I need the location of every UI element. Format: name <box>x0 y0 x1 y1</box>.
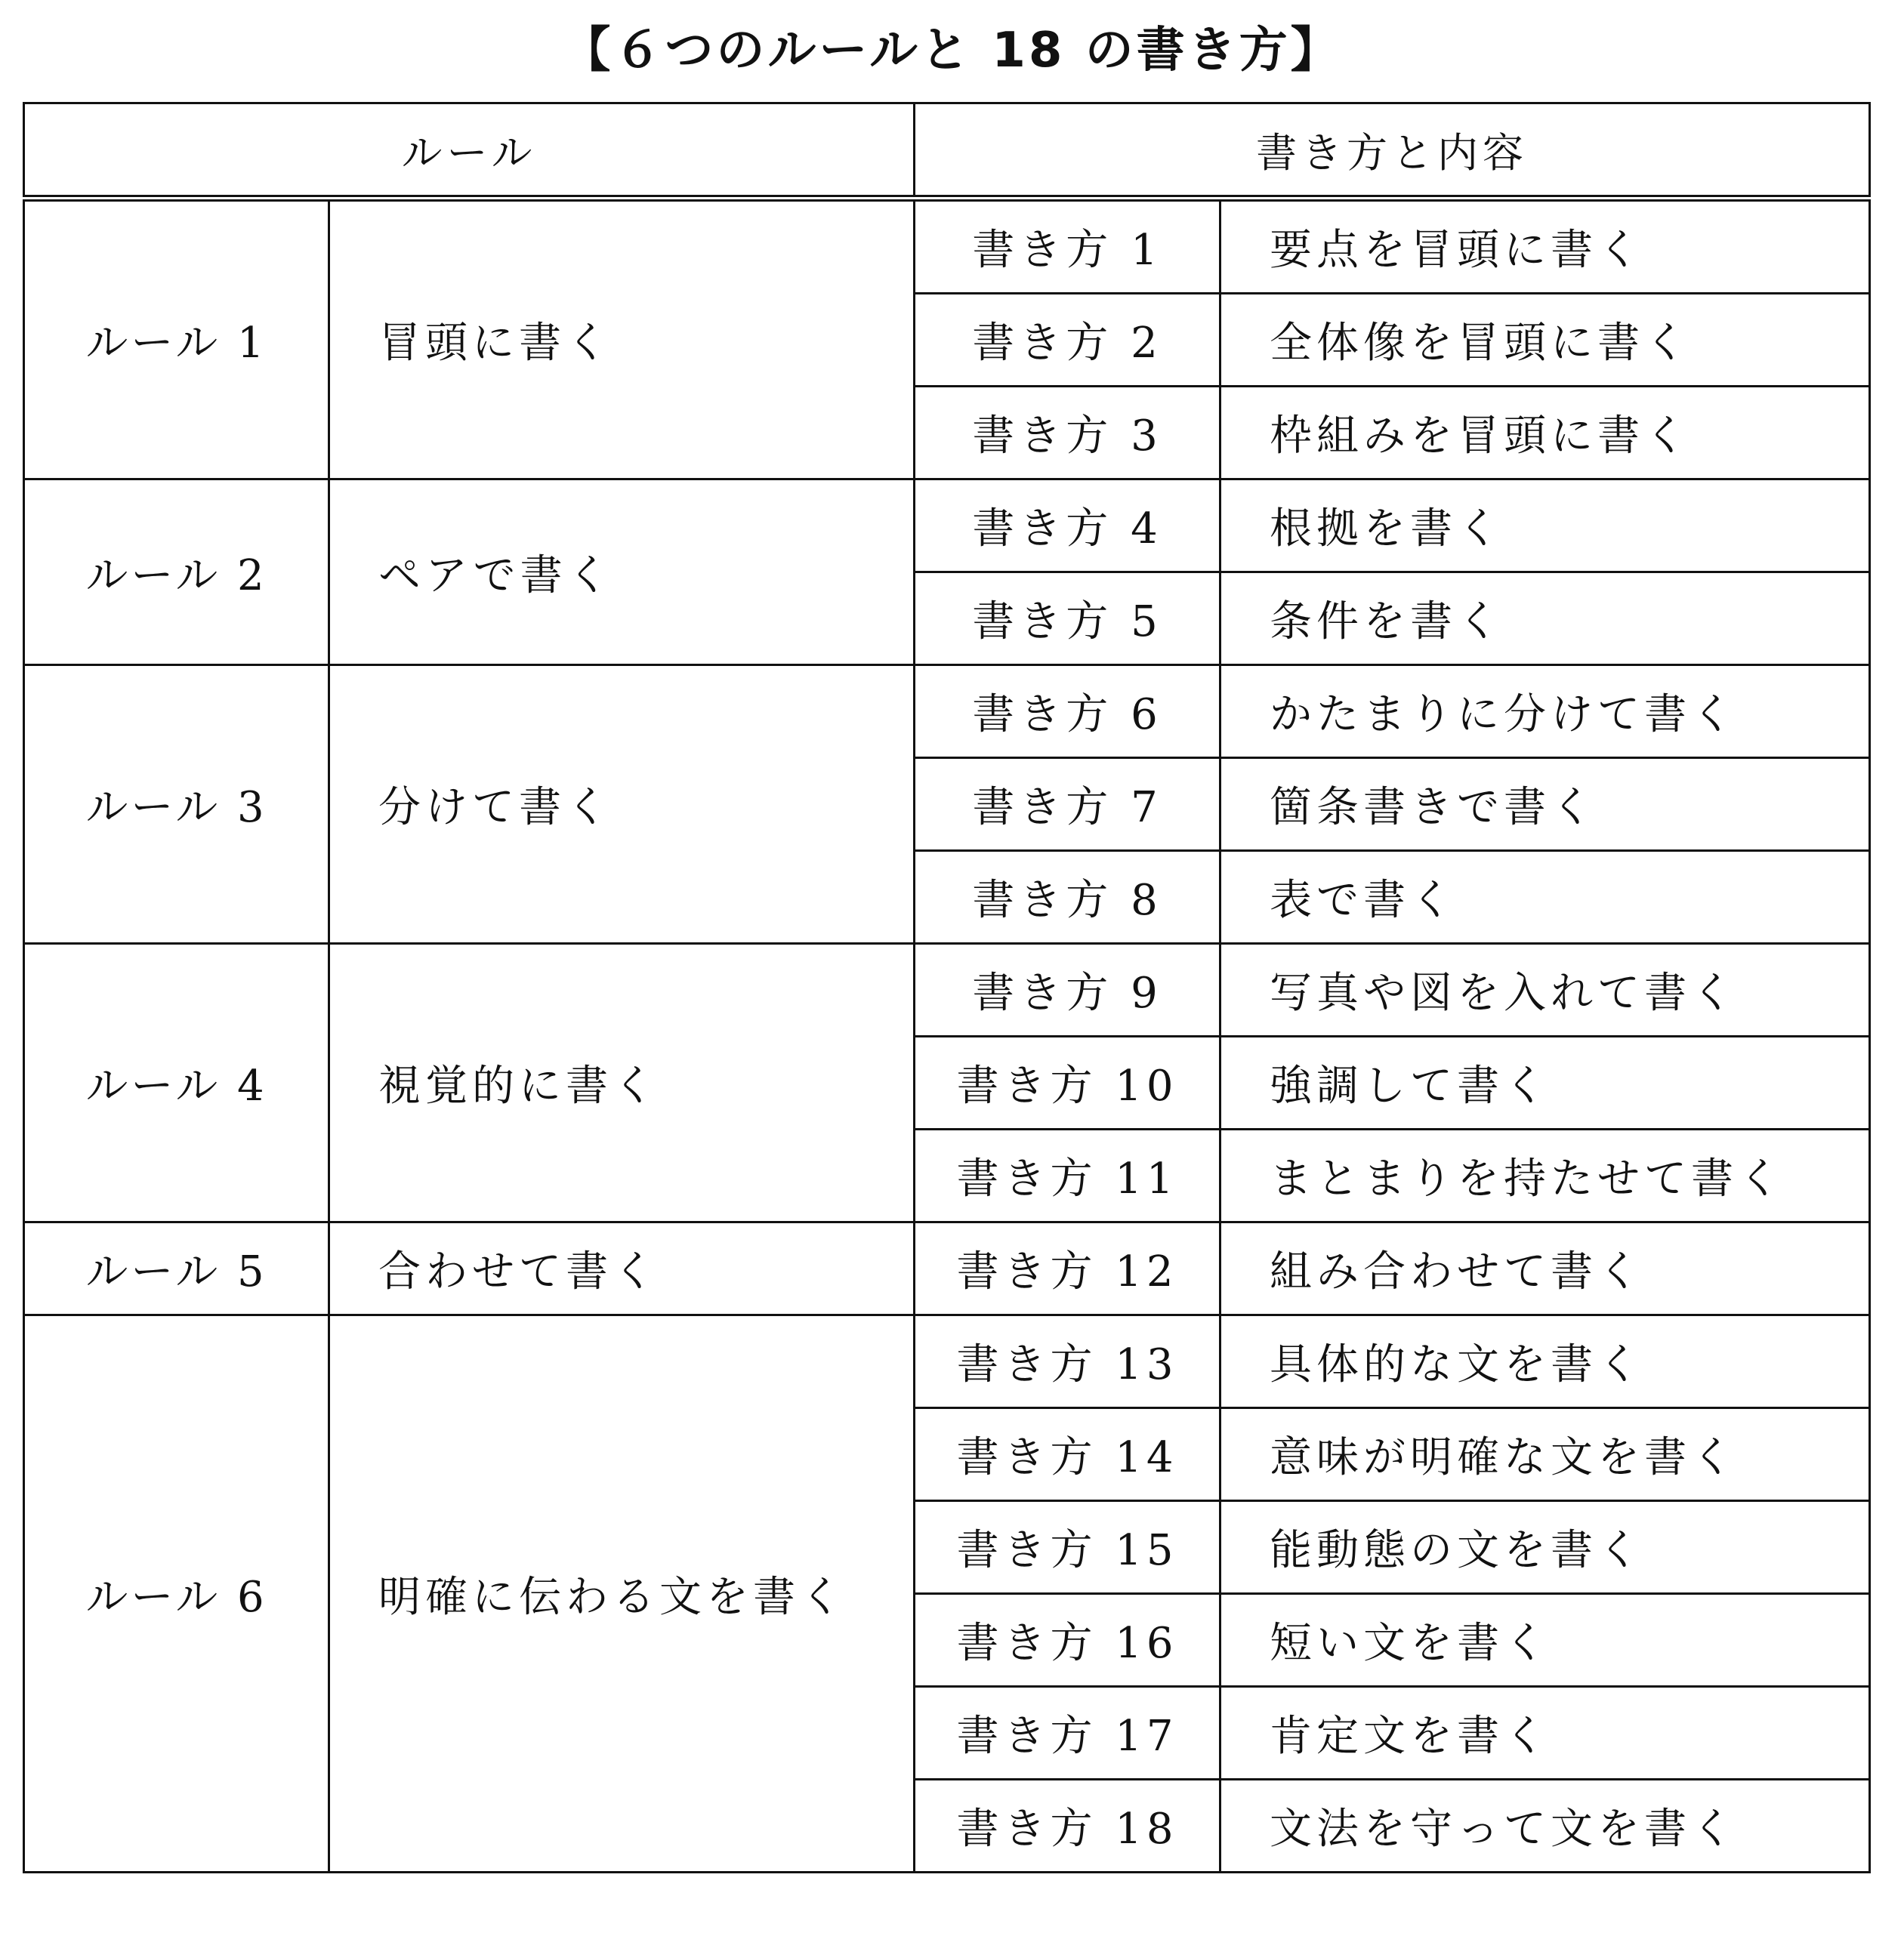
method-description: 組み合わせて書く <box>1220 1222 1870 1315</box>
table-row <box>24 199 1870 294</box>
method-number: 書き方 7 <box>915 758 1220 851</box>
rules-table <box>23 102 1871 1873</box>
method-number: 書き方 2 <box>915 294 1220 387</box>
rule-number: ルール 3 <box>24 665 329 944</box>
method-number: 書き方 15 <box>915 1501 1220 1594</box>
method-number: 書き方 1 <box>915 199 1220 294</box>
table-row <box>24 479 1870 572</box>
table-row <box>24 944 1870 1037</box>
method-description: 短い文を書く <box>1220 1594 1870 1687</box>
rule-number: ルール 6 <box>24 1315 329 1873</box>
method-description: 写真や図を入れて書く <box>1220 944 1870 1037</box>
method-description: 意味が明確な文を書く <box>1220 1408 1870 1501</box>
method-description: 具体的な文を書く <box>1220 1315 1870 1408</box>
method-description: 強調して書く <box>1220 1037 1870 1130</box>
method-description: 全体像を冒頭に書く <box>1220 294 1870 387</box>
rule-name: ペアで書く <box>329 479 915 665</box>
method-description: 枠組みを冒頭に書く <box>1220 387 1870 479</box>
rule-name: 視覚的に書く <box>329 944 915 1222</box>
method-number: 書き方 4 <box>915 479 1220 572</box>
method-number: 書き方 13 <box>915 1315 1220 1408</box>
rule-number: ルール 2 <box>24 479 329 665</box>
method-description: 能動態の文を書く <box>1220 1501 1870 1594</box>
table-row <box>24 665 1870 758</box>
method-number: 書き方 10 <box>915 1037 1220 1130</box>
method-description: まとまりを持たせて書く <box>1220 1130 1870 1222</box>
method-description: かたまりに分けて書く <box>1220 665 1870 758</box>
rule-number: ルール 4 <box>24 944 329 1222</box>
method-description: 肯定文を書く <box>1220 1687 1870 1780</box>
rule-name: 冒頭に書く <box>329 199 915 479</box>
method-description: 箇条書きで書く <box>1220 758 1870 851</box>
method-number: 書き方 8 <box>915 851 1220 944</box>
method-description: 表で書く <box>1220 851 1870 944</box>
rule-name: 合わせて書く <box>329 1222 915 1315</box>
rule-name: 明確に伝わる文を書く <box>329 1315 915 1873</box>
method-number: 書き方 16 <box>915 1594 1220 1687</box>
header-row <box>24 103 1870 199</box>
rule-number: ルール 5 <box>24 1222 329 1315</box>
header-rule: ルール <box>24 103 915 199</box>
method-number: 書き方 12 <box>915 1222 1220 1315</box>
method-description: 要点を冒頭に書く <box>1220 199 1870 294</box>
page-title: 【６つのルールと 18 の書き方】 <box>562 23 1342 79</box>
rule-name: 分けて書く <box>329 665 915 944</box>
rule-number: ルール 1 <box>24 199 329 479</box>
method-number: 書き方 3 <box>915 387 1220 479</box>
method-number: 書き方 17 <box>915 1687 1220 1780</box>
method-number: 書き方 9 <box>915 944 1220 1037</box>
method-number: 書き方 18 <box>915 1780 1220 1873</box>
table-row <box>24 1222 1870 1315</box>
method-description: 条件を書く <box>1220 572 1870 665</box>
method-number: 書き方 6 <box>915 665 1220 758</box>
method-number: 書き方 5 <box>915 572 1220 665</box>
method-number: 書き方 14 <box>915 1408 1220 1501</box>
header-method: 書き方と内容 <box>915 103 1870 199</box>
method-description: 文法を守って文を書く <box>1220 1780 1870 1873</box>
method-description: 根拠を書く <box>1220 479 1870 572</box>
method-number: 書き方 11 <box>915 1130 1220 1222</box>
table-row <box>24 1315 1870 1408</box>
